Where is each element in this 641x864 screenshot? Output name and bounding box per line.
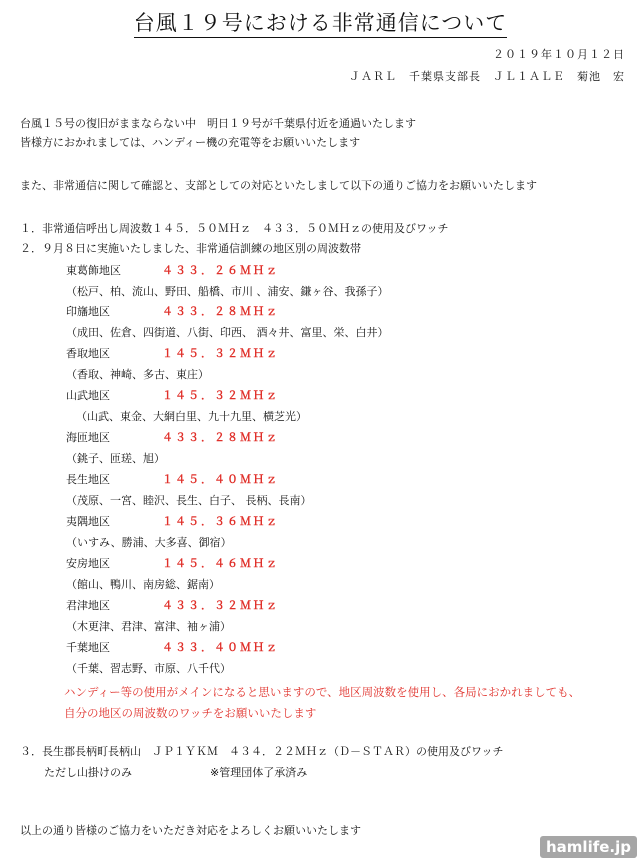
region-frequency: １４５．３６ＭＨｚ bbox=[162, 515, 279, 528]
item-3-approval-note: ※管理団体了承済み bbox=[210, 766, 308, 779]
region-towns: （いすみ、勝浦、大多喜、御宿） bbox=[66, 536, 232, 549]
region-name: 海匝地区 bbox=[66, 431, 110, 444]
closing-line: 以上の通り皆様のご協力をいただき対応をよろしくお願いいたします bbox=[20, 824, 361, 837]
region-name: 印旛地区 bbox=[66, 305, 110, 318]
region-towns: （木更津、君津、富津、袖ヶ浦） bbox=[66, 620, 231, 633]
region-frequency: ４３３．３２ＭＨｚ bbox=[162, 599, 279, 612]
region-name: 山武地区 bbox=[66, 389, 110, 402]
document-author: ＪＡＲＬ 千葉県支部長 ＪＬ１ＡＬＥ 菊池 宏 bbox=[349, 70, 625, 83]
region-frequency: １４５．４６ＭＨｚ bbox=[162, 557, 279, 570]
region-frequency: １４５．４０ＭＨｚ bbox=[162, 473, 279, 486]
region-name: 君津地区 bbox=[66, 599, 110, 612]
region-towns: （千葉、習志野、市原、八千代） bbox=[66, 662, 231, 675]
intro-line-2: 皆様方におかれましては、ハンディー機の充電等をお願いいたします bbox=[20, 136, 361, 149]
item-3-condition: ただし山掛けのみ bbox=[44, 766, 132, 779]
red-notice-line-1: ハンディー等の使用がメインになると思いますので、地区周波数を使用し、各局におかれましても、 bbox=[64, 685, 581, 699]
region-frequency: １４５．３２ＭＨｚ bbox=[162, 347, 279, 360]
region-towns: （山武、東金、大網白里、九十九里、横芝光） bbox=[76, 410, 307, 423]
region-towns: （館山、鴨川、南房総、鋸南） bbox=[66, 578, 220, 591]
item-1: １．非常通信呼出し周波数１４５．５０ＭＨｚ ４３３．５０ＭＨｚの使用及びワッチ bbox=[20, 222, 449, 235]
region-frequency: ４３３．２８ＭＨｚ bbox=[162, 305, 279, 318]
intro-line-3: また、非常通信に関して確認と、支部としての対応といたしまして以下の通りご協力をお願いいたします bbox=[20, 179, 537, 192]
region-towns: （成田、佐倉、四街道、八街、印西、 酒々井、富里、栄、白井） bbox=[66, 326, 389, 339]
region-name: 東葛飾地区 bbox=[66, 264, 121, 277]
site-watermark: hamlife.jp bbox=[540, 836, 637, 858]
region-name: 香取地区 bbox=[66, 347, 110, 360]
region-towns: （松戸、柏、流山、野田、船橋、市川 、浦安、鎌ヶ谷、我孫子） bbox=[66, 285, 389, 298]
document-title-text: 台風１９号における非常通信について bbox=[134, 11, 508, 38]
intro-line-1: 台風１５号の復旧がままならない中 明日１９号が千葉県付近を通過いたします bbox=[20, 117, 416, 130]
region-towns: （香取、神崎、多古、東庄） bbox=[66, 368, 209, 381]
region-frequency: ４３３．４０ＭＨｚ bbox=[162, 641, 279, 654]
item-3: ３．長生郡長柄町長柄山 ＪＰ１ＹＫＭ ４３４．２２ＭＨｚ（Ｄ－ＳＴＡＲ）の使用及びワッチ bbox=[20, 745, 504, 758]
document-date: ２０１９年１０月１２日 bbox=[493, 48, 625, 61]
region-name: 長生地区 bbox=[66, 473, 110, 486]
region-frequency: ４３３．２８ＭＨｚ bbox=[162, 431, 279, 444]
document-title bbox=[0, 8, 641, 38]
region-frequency: １４５．３２ＭＨｚ bbox=[162, 389, 279, 402]
region-name: 安房地区 bbox=[66, 557, 110, 570]
region-name: 夷隅地区 bbox=[66, 515, 110, 528]
region-name: 千葉地区 bbox=[66, 641, 110, 654]
region-towns: （銚子、匝瑳、旭） bbox=[66, 452, 165, 465]
red-notice-line-2: 自分の地区の周波数のワッチをお願いいたします bbox=[64, 706, 317, 720]
item-2: ２．９月８日に実施いたしました、非常通信訓練の地区別の周波数帯 bbox=[20, 242, 361, 255]
region-towns: （茂原、一宮、睦沢、長生、白子、 長柄、長南） bbox=[66, 494, 312, 507]
region-frequency: ４３３．２６ＭＨｚ bbox=[162, 264, 279, 277]
